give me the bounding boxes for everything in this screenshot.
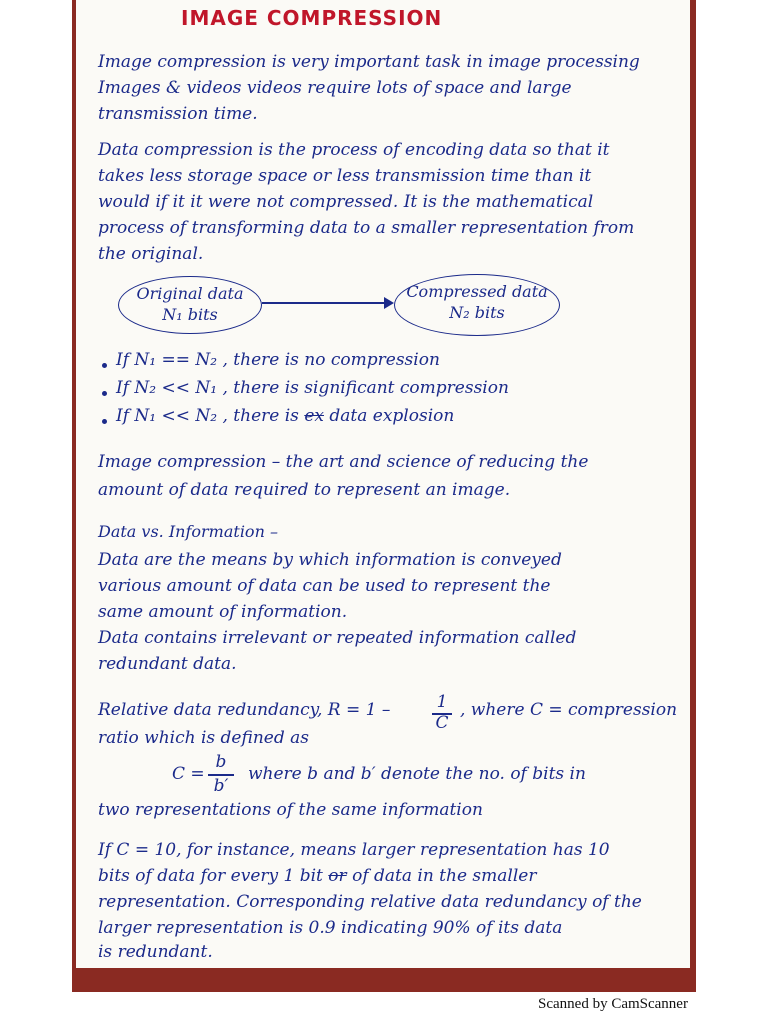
example-line-2-end: of data in the smaller (352, 866, 537, 886)
compression-arrow (262, 302, 392, 304)
definition-line-1: Data compression is the process of encoding data so that it (98, 140, 610, 160)
original-data-bubble (118, 276, 262, 334)
redundancy-line-2: ratio which is defined as (98, 728, 309, 748)
bullet-dot-icon (102, 419, 107, 424)
info-line-4: Data contains irrelevant or repeated information called (98, 628, 577, 648)
original-data-bits: N₁ bits (162, 305, 218, 324)
ratio-explanation: where b and b′ denote the no. of bits in (248, 764, 586, 784)
art-line-1: Image compression – the art and science of reducing the (98, 452, 589, 472)
bullet-dot-icon (102, 391, 107, 396)
page-title: IMAGE COMPRESSION (181, 6, 443, 30)
intro-line-1: Image compression is very important task in image processing (98, 52, 640, 72)
info-line-3: same amount of information. (98, 602, 348, 622)
definition-line-4: process of transforming data to a smaller representation from (98, 218, 635, 238)
original-data-title: Original data (136, 284, 244, 303)
data-vs-info-heading: Data vs. Information – (98, 522, 278, 541)
fraction-denominator: C (435, 713, 449, 733)
scanner-watermark: Scanned by CamScanner (538, 996, 688, 1012)
info-line-1: Data are the means by which information is conveyed (98, 550, 562, 570)
example-line-4: larger representation is 0.9 indicating 90% of its data (98, 918, 563, 938)
example-line-2-start: bits of data for every 1 bit (98, 866, 323, 886)
struck-word: ex (304, 406, 324, 426)
redundancy-line-1-start: Relative data redundancy, R = 1 – (98, 700, 391, 720)
ratio-numerator: b (215, 752, 227, 772)
example-line-5: is redundant. (98, 942, 213, 962)
notebook-page (76, 0, 690, 968)
bullet-data-explosion-end: data explosion (329, 406, 455, 426)
bullet-no-compression: If N₁ == N₂ , there is no compression (116, 350, 440, 370)
art-line-2: amount of data required to represent an image. (98, 480, 511, 500)
example-line-1: If C = 10, for instance, means larger representation has 10 (98, 840, 610, 860)
struck-word: or (328, 866, 347, 886)
compressed-data-bubble (394, 274, 560, 336)
bullet-data-explosion-start: If N₁ << N₂ , there is (116, 406, 299, 426)
redundancy-line-4: two representations of the same information (98, 800, 483, 820)
info-line-2: various amount of data can be used to represent the (98, 576, 551, 596)
redundancy-line-1-end: , where C = compression (460, 700, 678, 720)
ratio-label: C = (172, 764, 205, 784)
example-line-3: representation. Corresponding relative data redundancy of the (98, 892, 642, 912)
definition-line-5: the original. (98, 244, 204, 264)
intro-line-3: transmission time. (98, 104, 258, 124)
ratio-denominator: b′ (213, 776, 229, 796)
compressed-data-bits: N₂ bits (449, 303, 505, 322)
definition-line-2: takes less storage space or less transmission time than it (98, 166, 592, 186)
example-line-2 (98, 866, 536, 886)
definition-line-3: would if it it were not compressed. It is the mathematical (98, 192, 594, 212)
bullet-data-explosion (116, 406, 454, 426)
info-line-5: redundant data. (98, 654, 237, 674)
compressed-data-title: Compressed data (406, 282, 548, 301)
arrow-head-icon (384, 297, 394, 309)
fraction-numerator: 1 (436, 692, 448, 712)
bullet-significant-compression: If N₂ << N₁ , there is significant compression (116, 378, 509, 398)
intro-line-2: Images & videos videos require lots of space and large (98, 78, 572, 98)
bullet-dot-icon (102, 363, 107, 368)
